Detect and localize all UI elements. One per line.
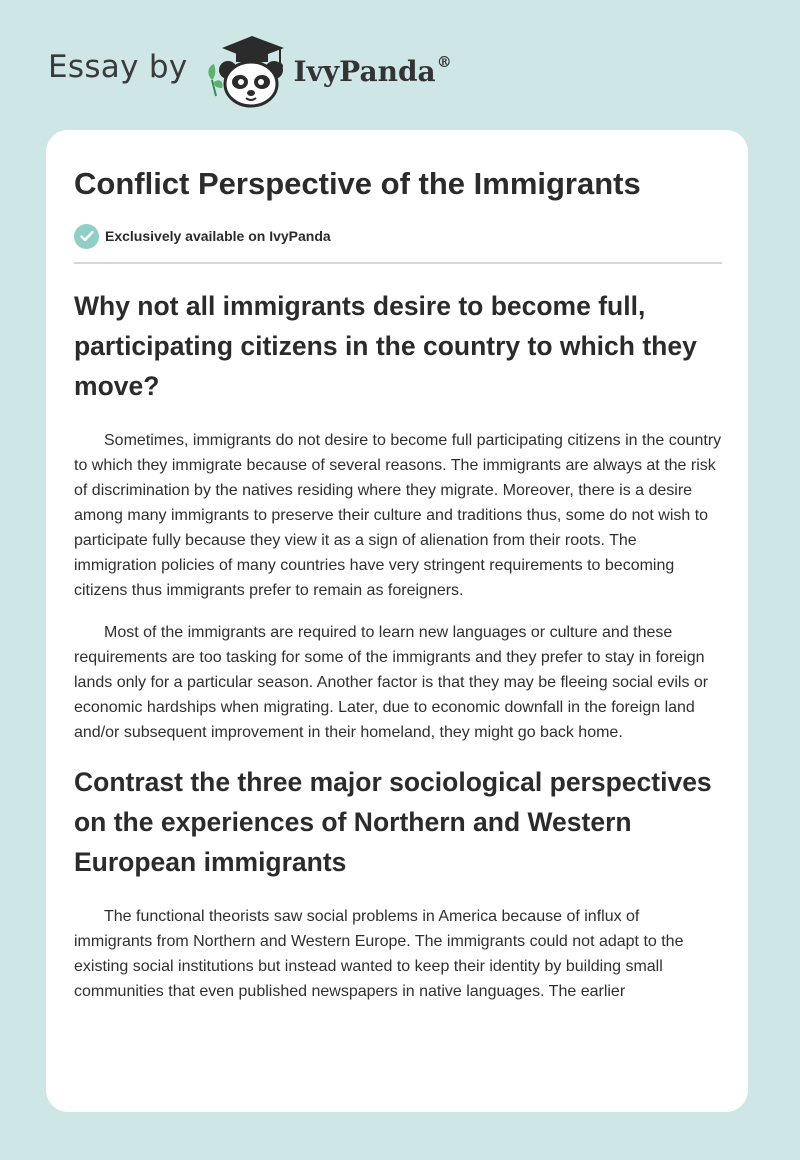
paragraph: The functional theorists saw social problems in America because of influx of immigrants from Northern and Western Europe. The immigrants could not adapt to the existing social institutions but instead wanted to keep their identity by building small communities that even published newspapers in native languages. The earlier	[74, 908, 684, 1000]
section-heading-1: Why not all immigrants desire to become full, participating citizens in the country to which they move?	[74, 291, 697, 401]
check-icon	[74, 224, 99, 249]
brand-logo[interactable]	[48, 30, 452, 110]
exclusive-badge	[74, 222, 722, 250]
essay-card	[46, 130, 748, 1112]
exclusive-label: Exclusively available on IvyPanda	[105, 228, 331, 244]
brand-prefix: Essay by	[48, 49, 188, 85]
paragraph: Sometimes, immigrants do not desire to become full participating citizens in the country to which they immigrate because of several reasons. The immigrants are always at the risk of discrimination by the natives residing where they migrate. Moreover, there is a desire among many immigrants to preserve their culture and traditions thus, some do not wish to participate fully because they view it as a sign of alienation from their roots. The immigration policies of many countries have very stringent requirements to becoming citizens thus immigrants prefer to remain as foreigners.	[74, 432, 722, 599]
divider	[74, 262, 722, 264]
panda-graduate-icon	[202, 30, 290, 110]
page-title: Conflict Perspective of the Immigrants	[74, 166, 641, 201]
paragraph: Most of the immigrants are required to learn new languages or culture and these requirements are too tasking for some of the immigrants and they prefer to stay in foreign lands only for a particular season. Another factor is that they may be fleeing social evils or economic hardships when migrating. Later, due to economic downfall in the foreign land and/or subsequent improvement in their homeland, they might go back home.	[74, 624, 709, 741]
registered-mark: ®	[436, 52, 452, 71]
brand-name: IvyPanda®	[293, 52, 452, 88]
section-heading-2: Contrast the three major sociological perspectives on the experiences of Northern and Western European immigrants	[74, 767, 712, 877]
